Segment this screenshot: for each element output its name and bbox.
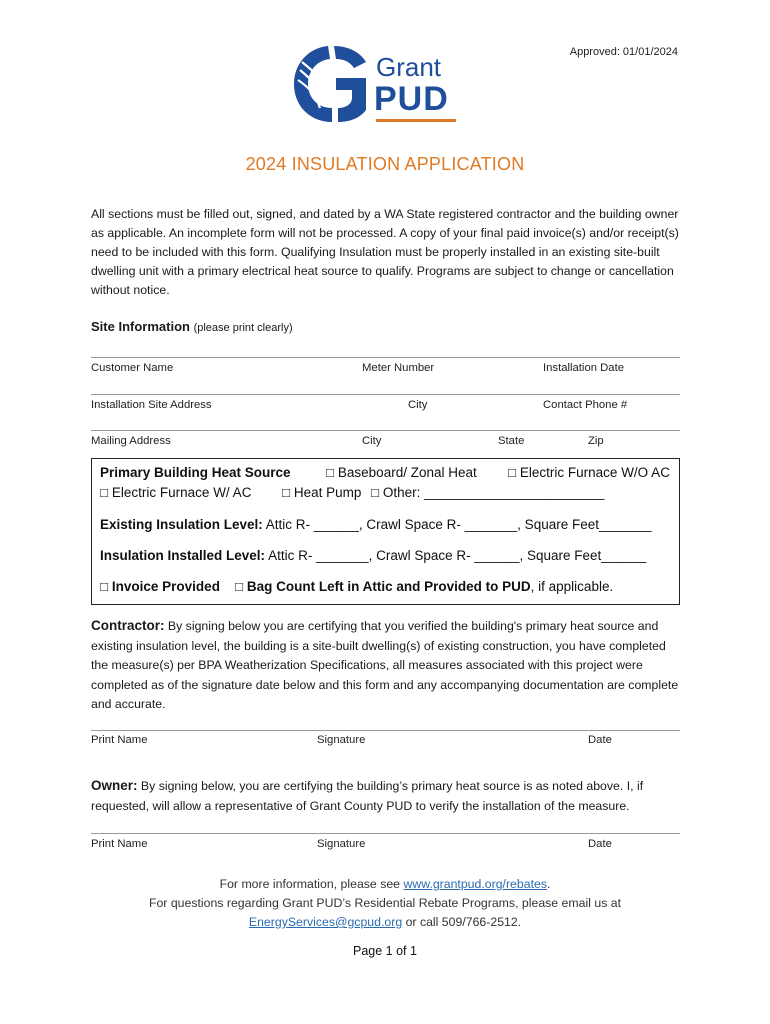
contractor-signature-label: Signature: [317, 734, 366, 746]
heat-insulation-box: [91, 458, 680, 605]
contractor-print-name-label: Print Name: [91, 734, 148, 746]
contractor-date-label: Date: [588, 734, 612, 746]
owner-label: Owner:: [91, 778, 138, 793]
logo-line1: Grant: [376, 52, 442, 82]
owner-statement: [91, 776, 686, 816]
page-title: 2024 INSULATION APPLICATION: [245, 154, 525, 174]
contractor-text: By signing below you are certifying that you verified the building's primary heat source and existing insulation level, the building is a site-built dwelling(s) of existing construction, you have completed the measure(s) per BPA Weatherization Specifications, all measures associated with this project were completed as of the signature date below and this form and any accompanying documentation are complete and accurate.: [91, 619, 679, 711]
divider-line: [91, 357, 680, 358]
logo-underline: [376, 119, 456, 122]
footer-line1: [0, 875, 770, 894]
furnace-wo-ac-checkbox[interactable]: □ Electric Furnace W/O AC: [508, 465, 670, 480]
site-info-title: Site Information: [91, 319, 190, 334]
contact-phone-label: Contact Phone #: [543, 399, 628, 411]
divider-line: [91, 430, 680, 431]
existing-insulation-row: [100, 517, 652, 532]
divider-line: [91, 394, 680, 395]
bag-count-checkbox[interactable]: □ Bag Count Left in Attic and Provided to PUD: [235, 579, 531, 594]
site-info-subtitle: (please print clearly): [193, 322, 293, 334]
footer-line3: [0, 913, 770, 932]
contractor-label: Contractor:: [91, 618, 165, 633]
footer-line1-end: .: [546, 877, 551, 891]
site-address-label: Installation Site Address: [91, 399, 212, 411]
other-checkbox[interactable]: □ Other: ________________________: [371, 485, 605, 500]
city-label: City: [408, 399, 428, 411]
meter-number-label: Meter Number: [362, 362, 435, 374]
grant-pud-logo: [290, 40, 470, 126]
invoice-provided-checkbox[interactable]: □ Invoice Provided: [100, 579, 220, 594]
existing-insulation-label: Existing Insulation Level:: [100, 517, 263, 532]
owner-signature-line: [91, 833, 680, 834]
bag-count-row[interactable]: [235, 579, 613, 594]
zip-label: Zip: [588, 435, 604, 447]
footer-phone-text: or call 509/766-2512.: [402, 915, 522, 929]
primary-heat-source-label: Primary Building Heat Source: [100, 465, 291, 480]
installed-insulation-label: Insulation Installed Level:: [100, 548, 266, 563]
owner-signature-label: Signature: [317, 838, 366, 850]
installed-insulation-row: [100, 548, 646, 563]
installation-date-label: Installation Date: [543, 362, 625, 374]
owner-print-name-label: Print Name: [91, 838, 148, 850]
owner-date-label: Date: [588, 838, 612, 850]
state-label: State: [498, 435, 525, 447]
logo-line2: PUD: [374, 80, 449, 118]
email-link[interactable]: EnergyServices@gcpud.org: [248, 915, 403, 929]
contractor-statement: [91, 616, 686, 715]
mailing-city-label: City: [362, 435, 382, 447]
mailing-address-label: Mailing Address: [91, 435, 171, 447]
owner-text: By signing below, you are certifying the building’s primary heat source is as noted above. I, if requested, will allow a representative of Grant County PUD to verify the installation of the measure.: [91, 779, 644, 813]
contractor-signature-line: [91, 730, 680, 731]
page-number: Page 1 of 1: [353, 944, 417, 958]
bag-count-suffix: , if applicable.: [530, 579, 614, 594]
furnace-w-ac-checkbox[interactable]: □ Electric Furnace W/ AC: [100, 485, 252, 500]
footer-line1-text: For more information, please see: [219, 877, 404, 891]
baseboard-checkbox[interactable]: □ Baseboard/ Zonal Heat: [326, 465, 477, 480]
intro-text: All sections must be filled out, signed, and dated by a WA State registered contractor and the building owner as applicable. An incomplete form will not be processed. A copy of your final paid invoice(s) and/or receipt(s) need to be included with this form. Qualifying Insulation must be properly installed in an existing site-built dwelling unit with a primary electrical heat source to qualify. Programs are subject to change or cancellation without notice.: [91, 207, 679, 297]
heat-pump-checkbox[interactable]: □ Heat Pump: [282, 485, 362, 500]
customer-name-label: Customer Name: [91, 362, 174, 374]
footer-line2: For questions regarding Grant PUD’s Residential Rebate Programs, please email us at: [148, 896, 622, 910]
existing-insulation-fields[interactable]: Attic R- ______, Crawl Space R- _______, Square Feet_______: [265, 517, 652, 532]
installed-insulation-fields[interactable]: Attic R- _______, Crawl Space R- ______, Square Feet______: [268, 548, 647, 563]
rebates-link[interactable]: www.grantpud.org/rebates: [403, 877, 547, 891]
site-info-heading: [91, 319, 293, 334]
approved-date: Approved: 01/01/2024: [569, 46, 678, 58]
